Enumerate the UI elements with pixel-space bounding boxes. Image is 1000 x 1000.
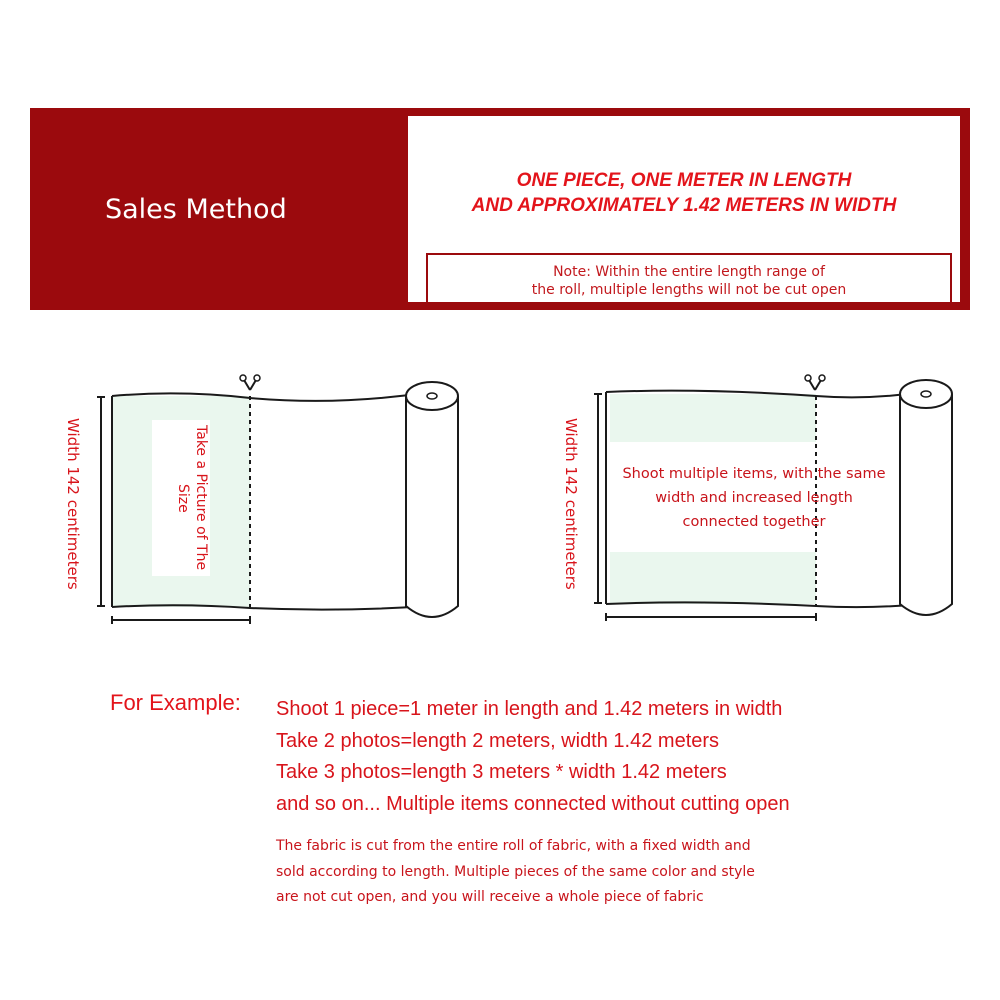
example-line-3: Take 3 photos=length 3 meters * width 1.42 meters — [276, 761, 727, 783]
headline-line-1: ONE PIECE, ONE METER IN LENGTH — [516, 170, 852, 191]
scissors-icon — [805, 375, 825, 390]
right-label-line-3: connected together — [682, 514, 826, 530]
description-line-1: The fabric is cut from the entire roll of fabric, with a fixed width and — [276, 838, 751, 854]
right-width-label: Width 142 centimeters — [562, 418, 580, 590]
example-line-1: Shoot 1 piece=1 meter in length and 1.42 meters in width — [276, 698, 783, 720]
scissors-icon — [240, 375, 260, 390]
left-size-label-text: Take a Picture of The Size — [175, 425, 209, 571]
description-line-2: sold according to length. Multiple pieces of the same color and style — [276, 863, 755, 880]
headline-line-2: AND APPROXIMATELY 1.42 METERS IN WIDTH — [471, 195, 897, 216]
right-label-line-1: Shoot multiple items, with the same — [622, 466, 886, 482]
left-roll-cylinder — [406, 396, 458, 617]
right-roll-cylinder — [900, 394, 952, 615]
right-label-line-2: width and increased length — [655, 490, 853, 506]
example-lines — [276, 694, 790, 820]
right-multi-label — [612, 462, 896, 534]
banner-title: Sales Method — [105, 194, 287, 225]
left-size-label — [152, 420, 210, 576]
left-width-label: Width 142 centimeters — [64, 418, 82, 590]
description-line-3: are not cut open, and you will receive a whole piece of fabric — [276, 889, 704, 905]
fabric-description — [276, 834, 755, 911]
note-line-1: Note: Within the entire length range of — [553, 264, 825, 280]
note-line-2: the roll, multiple lengths will not be cut open — [531, 282, 847, 298]
example-title: For Example: — [110, 690, 241, 715]
example-line-4: and so on... Multiple items connected without cutting open — [276, 792, 790, 815]
example-line-2: Take 2 photos=length 2 meters, width 1.42 meters — [276, 729, 720, 752]
